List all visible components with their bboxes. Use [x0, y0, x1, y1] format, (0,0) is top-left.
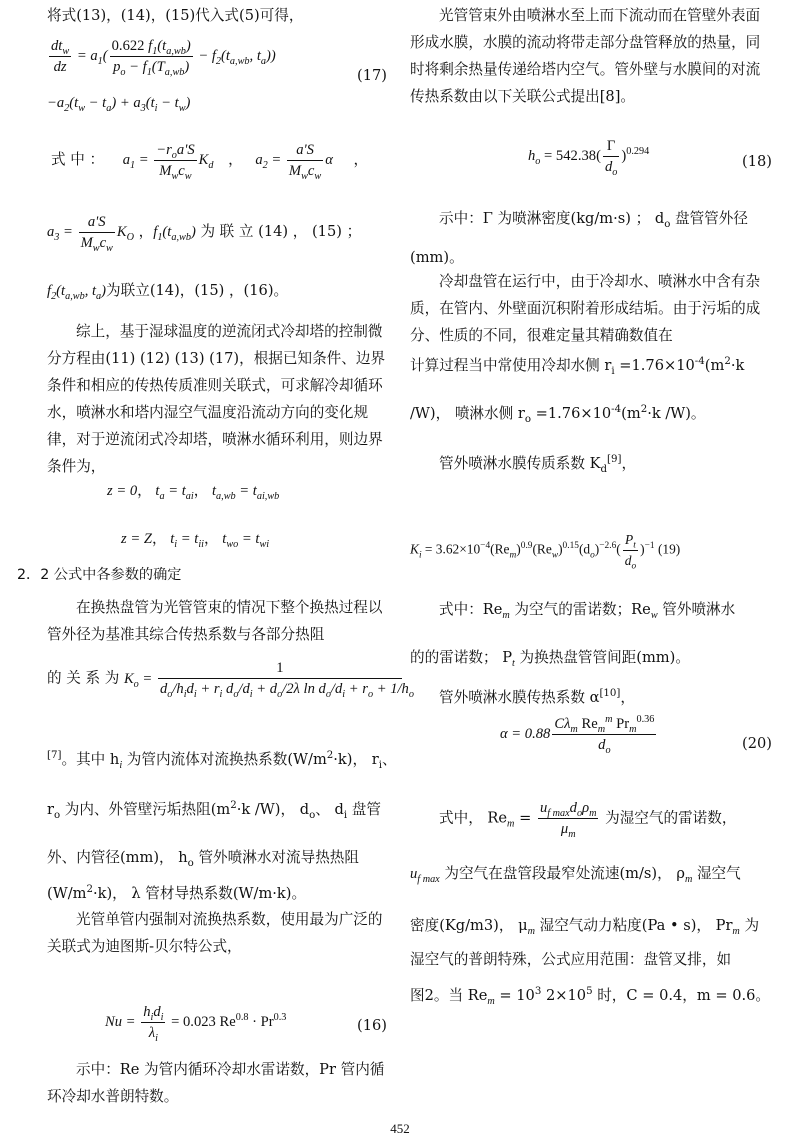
gamma-line: 示中：Γ 为喷淋密度(kg/m·s) ； $d_o$ 盘管管外径	[439, 210, 748, 230]
equation-19: $K_i = 3.62\times 10^{-4}(Re_m)^{0.9}(Re_w)^{0.15}(d_o)^{-2.6}$( $\frac{P_t}{d_o}$ )$^{-1}$ (19)	[410, 532, 681, 572]
section-heading: 2．2 公式中各参数的确定	[17, 567, 182, 583]
fouling-line-4: 计算过程当中常使用冷却水侧 $r_i =1.76\times 10^{-4}(m^2\cdot k$	[410, 356, 745, 377]
gamma-line-2: (mm)。	[410, 249, 464, 266]
equation-17: $\frac{dt_w}{dz}$ = $a_1$( $\frac{0.622 f_1(t_{a,wb})}{p_o - f_1(T_{a,wb})}$ − $f_2(t_{a,wb}$, $t_a$))	[51, 38, 276, 78]
equation-17-line2: $-a_2(t_w - t_a) + a_3(t_i - t_w)$	[47, 95, 191, 114]
rem-definition: 式中， $Re_m$ = $\frac{u_{f max}d_o\rho_m}{\mu_m}$ 为湿空气的雷诺数，	[439, 800, 737, 840]
fouling-line-5: /W)， 喷淋水侧 $r_o =1.76\times 10^{-4}(m^2\cdot k$ /W)。	[410, 404, 706, 425]
equation-16-number: (16)	[357, 1017, 387, 1034]
page-number: 452	[390, 1121, 410, 1136]
definition-line-3: 外、内管径(mm)， $h_o$ 管外喷淋水对流导热热阻	[47, 849, 359, 869]
boundary-condition-1: z = 0， $t_a = t_{ai}$， $t_{a,wb} = t_{ai,wb}$	[107, 483, 280, 502]
boundary-condition-2: z = Z， $t_i = t_{ii}$， $t_{wo} = t_{wi}$	[121, 531, 270, 550]
range-line: 图2。当 $Re_m = 10^3$ $2\times 10^5$ 时，C = 0.4，m = 0.6。	[410, 986, 771, 1007]
equation-16: Nu = $\frac{h_id_i}{\lambda_i}$ = 0.023 $Re^{0.8} \cdot Pr^{0.3}$	[105, 1004, 287, 1044]
kd-line: 管外喷淋水膜传质系数 $K_d[9]$，	[439, 454, 637, 475]
equation-17-number: (17)	[357, 67, 387, 84]
equation-ko: 的 关 系 为 $K_o$ = $\frac{1}{d_o/h_id_i + r_i d_o/d_i + d_o/2\lambda \ln d_o/d_i + r_o + 1/h_o}$	[47, 660, 414, 700]
definition-line-2: $r_o$ 为内、外管壁污垢热阻($m^2\cdot k$ /W)， $d_o$、 $d_i$ 盘管	[47, 800, 381, 821]
alpha-line: 管外喷淋水膜传热系数 α[10]，	[439, 688, 636, 706]
paragraph-fouling: 冷却盘管在运行中，由于冷却水、喷淋水中含有杂质，在管内、外壁面沉积附着形成结垢。由于污垢的成分、性质的不同，很难定量其精确数值在	[410, 273, 761, 344]
re-line-1: 式中：$Re_m$ 为空气的雷诺数；$Re_w$ 管外喷淋水	[439, 601, 736, 621]
where-a3: $a_3$ = $\frac{a'S}{M_wc_w}$ $K_O$ ，$f_1(t_{a,wb})$ 为 联 立 (14) ， (15) ；	[47, 214, 362, 254]
prandtl-line: 湿空气的普朗特殊，公式应用范围：盘管叉排，如	[410, 951, 732, 968]
equation-20-number: (20)	[742, 735, 772, 752]
paragraph-ko: 在换热盘管为光管管束的情况下整个换热过程以管外径为基准其综合传热系数与各部分热阻	[47, 599, 383, 643]
definition-line-4: $(W/m^2\cdot k)$， λ 管材导热系数(W/m·k)。	[47, 884, 307, 902]
paragraph-boundary: 综上，基于湿球温度的逆流闭式冷却塔的控制微分方程由(11) (12) (13) (17)，根据已知条件、边界条件和相应的传热传质准则关联式，可求解冷却循环水，喷淋水和塔内湿空气温度沿流动方向的变化规律，对于逆流闭式冷却塔，喷淋水循环利用，则边界条件为，	[47, 323, 386, 475]
density-line: 密度(Kg/m3)， $\mu_m$ 湿空气动力粘度(Pa • s)， $Pr_m$ 为	[410, 917, 760, 937]
paragraph-dittus: 光管单管内强制对流换热系数，使用最为广泛的关联式为迪图斯-贝尔特公式，	[47, 911, 383, 955]
where-a1-a2: 式 中 ： $a_1$ = $\frac{-r_oa'S}{M_wc_w}$ $K_d$ ， $a_2$ = $\frac{a'S}{M_wc_w}$ α ，	[51, 142, 369, 182]
definition-line-1: [7]。其中 $h_i$ 为管内流体对流换热系数$(W/m^2\cdot k)$， $r_i$、	[47, 750, 397, 771]
ufmax-line: $u_{f max}$ 为空气在盘管段最窄处流速(m/s)， $\rho_m$ 湿空气	[410, 865, 741, 885]
paragraph-re-pr: 示中：Re 为管内循环冷却水雷诺数，Pr 管内循环冷却水普朗特数。	[47, 1061, 385, 1105]
equation-18: $h_o = 542.38$( $\frac{\Gamma}{d_o}$ )$^{0.294}$	[528, 138, 650, 178]
f2-definition: $f_2(t_{a,wb}$, $t_a$)为联立(14)，(15) ，(16)。	[47, 282, 289, 302]
re-line-2: 的的雷诺数； $P_t$ 为换热盘管管间距(mm)。	[410, 649, 690, 669]
intro-line: 将式(13)，(14)，(15)代入式(5)可得，	[47, 7, 304, 24]
equation-18-number: (18)	[742, 153, 772, 170]
paragraph-film: 光管管束外由喷淋水至上而下流动而在管壁外表面形成水膜，水膜的流动将带走部分盘管释放的热量，同时将剩余热量传递给塔内空气。管外壁与水膜间的对流传热系数由以下关联公式提出[8]。	[410, 7, 761, 105]
equation-20: α = 0.88 $\frac{C\lambda_m Re_m^m Pr_m^{0.36}}{d_o}$	[500, 714, 655, 756]
